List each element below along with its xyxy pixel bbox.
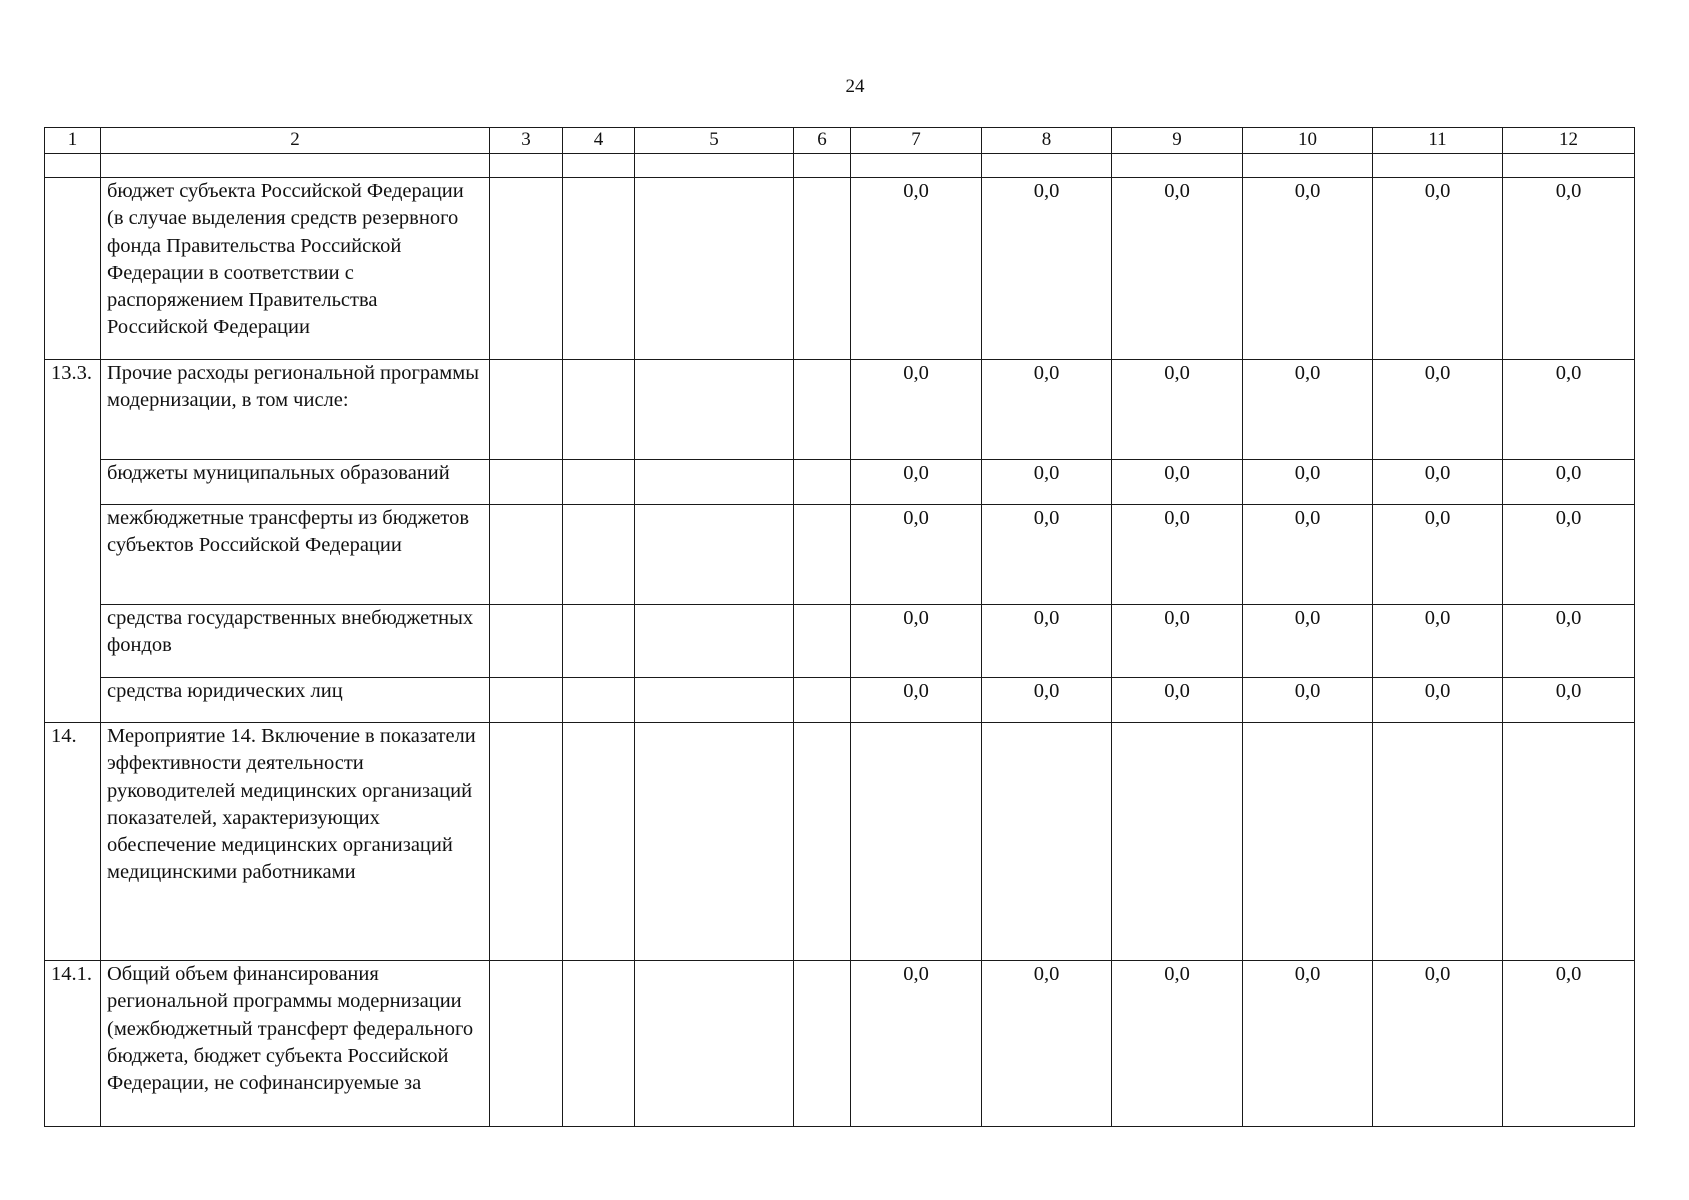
table-row [45,605,1635,678]
value-cell: 0,0 [851,178,982,360]
empty-cell [635,505,794,605]
row-number: 14.1. [45,961,101,1127]
value-cell: 0,0 [851,678,982,723]
page-number: 24 [845,76,865,97]
value-cell: 0,0 [982,605,1112,678]
column-header: 5 [635,128,794,154]
column-header: 8 [982,128,1112,154]
value-cell: 0,0 [982,178,1112,360]
table-row [45,961,1635,1127]
table-row [45,723,1635,961]
row-description: средства государственных внебюджетных фондов [101,605,490,678]
empty-cell [635,678,794,723]
empty-cell [490,605,563,678]
value-cell: 0,0 [1373,460,1503,505]
table-row [45,678,1635,723]
column-header: 2 [101,128,490,154]
empty-cell [982,154,1112,178]
value-cell: 0,0 [982,460,1112,505]
row-description: средства юридических лиц [101,678,490,723]
empty-cell [794,605,851,678]
value-cell: 0,0 [1503,505,1635,605]
empty-cell [490,723,563,961]
value-cell: 0,0 [1112,460,1243,505]
table-row [45,460,1635,505]
empty-cell [563,460,635,505]
empty-cell [1112,154,1243,178]
empty-cell [490,678,563,723]
empty-cell [563,178,635,360]
empty-cell [563,505,635,605]
value-cell [1503,723,1635,961]
value-cell: 0,0 [1112,678,1243,723]
column-header: 10 [1243,128,1373,154]
empty-cell [794,678,851,723]
value-cell: 0,0 [982,961,1112,1127]
empty-cell [563,678,635,723]
funding-table [44,127,1635,1127]
empty-cell [563,723,635,961]
value-cell: 0,0 [851,460,982,505]
row-description: Мероприятие 14. Включение в показатели эффективности деятельности руководителей медицинских организаций показателей, характеризующих обеспечение медицинских организаций медицинскими работниками [101,723,490,961]
empty-cell [1503,154,1635,178]
value-cell: 0,0 [1373,178,1503,360]
empty-cell [563,360,635,460]
empty-cell [635,178,794,360]
value-cell [1243,723,1373,961]
empty-cell [490,154,563,178]
empty-cell [794,178,851,360]
value-cell: 0,0 [1373,360,1503,460]
value-cell [1373,723,1503,961]
row-description: Общий объем финансирования региональной программы модернизации (межбюджетный трансферт федерального бюджета, бюджет субъекта Российской Федерации, не софинансируемые за [101,961,490,1127]
empty-cell [635,460,794,505]
column-header: 9 [1112,128,1243,154]
value-cell: 0,0 [1112,178,1243,360]
value-cell [982,723,1112,961]
column-header: 12 [1503,128,1635,154]
value-cell: 0,0 [1243,460,1373,505]
empty-cell [1373,154,1503,178]
column-header: 7 [851,128,982,154]
value-cell: 0,0 [1243,360,1373,460]
value-cell: 0,0 [1503,605,1635,678]
empty-cell [563,154,635,178]
empty-cell [635,360,794,460]
value-cell [851,723,982,961]
table-row [45,505,1635,605]
value-cell: 0,0 [1243,178,1373,360]
empty-cell [490,961,563,1127]
column-header: 11 [1373,128,1503,154]
empty-cell [635,605,794,678]
value-cell: 0,0 [851,505,982,605]
value-cell: 0,0 [1112,360,1243,460]
value-cell: 0,0 [1112,961,1243,1127]
value-cell: 0,0 [1503,961,1635,1127]
value-cell: 0,0 [1112,505,1243,605]
row-description: бюджет субъекта Российской Федерации (в случае выделения средств резервного фонда Правительства Российской Федерации в соответствии с распоряжением Правительства Российской Федерации [101,178,490,360]
value-cell: 0,0 [1243,505,1373,605]
empty-cell [490,178,563,360]
table-row [45,178,1635,360]
row-description: межбюджетные трансферты из бюджетов субъектов Российской Федерации [101,505,490,605]
value-cell: 0,0 [1243,961,1373,1127]
spacer-row [45,154,1635,178]
column-header: 1 [45,128,101,154]
value-cell: 0,0 [851,605,982,678]
row-number: 13.3. [45,360,101,723]
value-cell: 0,0 [851,360,982,460]
empty-cell [1243,154,1373,178]
empty-cell [794,360,851,460]
column-header: 3 [490,128,563,154]
empty-cell [635,723,794,961]
empty-cell [490,505,563,605]
empty-cell [490,460,563,505]
value-cell: 0,0 [1503,678,1635,723]
value-cell: 0,0 [1373,961,1503,1127]
table-row [45,360,1635,460]
value-cell: 0,0 [1243,605,1373,678]
value-cell: 0,0 [982,505,1112,605]
empty-cell [794,154,851,178]
value-cell [1112,723,1243,961]
value-cell: 0,0 [982,360,1112,460]
row-description: бюджеты муниципальных образований [101,460,490,505]
empty-cell [794,961,851,1127]
value-cell: 0,0 [1373,505,1503,605]
row-number: 14. [45,723,101,961]
empty-cell [794,460,851,505]
value-cell: 0,0 [1112,605,1243,678]
empty-cell [101,154,490,178]
column-header-row [45,128,1635,154]
value-cell: 0,0 [1503,178,1635,360]
value-cell: 0,0 [851,961,982,1127]
empty-cell [490,360,563,460]
empty-cell [635,154,794,178]
empty-cell [794,723,851,961]
column-header: 4 [563,128,635,154]
empty-cell [794,505,851,605]
value-cell: 0,0 [982,678,1112,723]
empty-cell [563,605,635,678]
empty-cell [563,961,635,1127]
row-number [45,178,101,360]
empty-cell [851,154,982,178]
value-cell: 0,0 [1373,605,1503,678]
empty-cell [45,154,101,178]
row-description: Прочие расходы региональной программы модернизации, в том числе: [101,360,490,460]
value-cell: 0,0 [1373,678,1503,723]
column-header: 6 [794,128,851,154]
empty-cell [635,961,794,1127]
value-cell: 0,0 [1503,360,1635,460]
value-cell: 0,0 [1503,460,1635,505]
value-cell: 0,0 [1243,678,1373,723]
